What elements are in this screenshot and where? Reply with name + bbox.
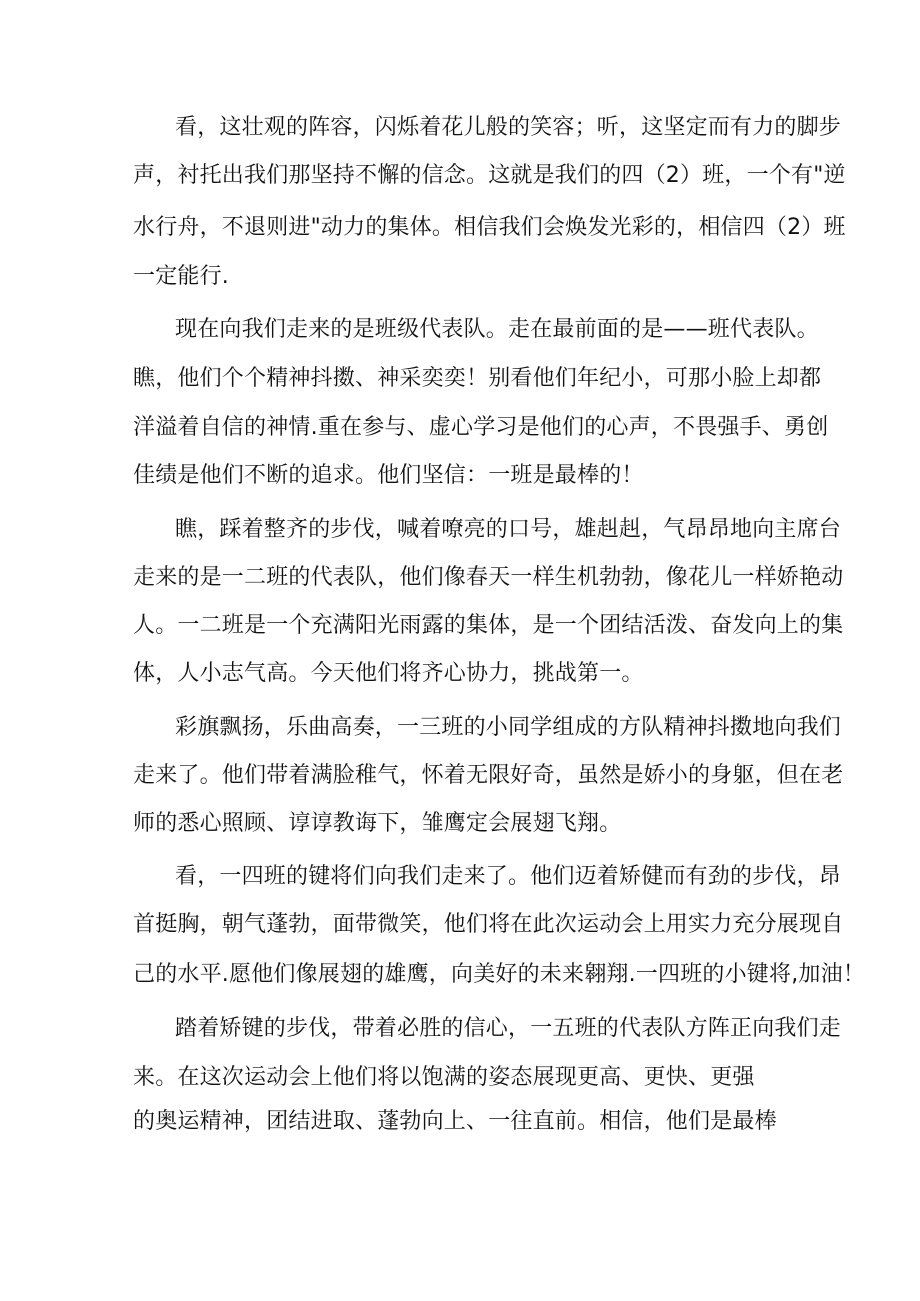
paragraph-line: 己的水平.愿他们像展翅的雄鹰，向美好的未来翱翔.一四班的小键将,加油！ <box>133 962 865 987</box>
paragraph-line: 洋溢着自信的神情.重在参与、虚心学习是他们的心声，不畏强手、勇创 <box>133 415 829 440</box>
paragraph-line: 瞧，踩着整齐的步伐，喊着嘹亮的口号，雄赳赳，气昂昂地向主席台 <box>175 517 842 542</box>
paragraph-line: 现在向我们走来的是班级代表队。走在最前面的是——班代表队。 <box>175 317 819 342</box>
paragraph-line: 走来的是一二班的代表队，他们像春天一样生机勃勃，像花儿一样娇艳动 <box>133 565 844 590</box>
paragraph-line: 人。一二班是一个充满阳光雨露的集体，是一个团结活泼、奋发向上的集 <box>133 613 844 638</box>
paragraph-line: 瞧，他们个个精神抖擞、神采奕奕！别看他们年纪小，可那小脸上却都 <box>133 366 822 391</box>
paragraph-line: 彩旗飘扬，乐曲高奏，一三班的小同学组成的方队精神抖擞地向我们 <box>175 715 842 740</box>
paragraph-line: 佳绩是他们不断的追求。他们坚信：一班是最棒的！ <box>133 463 644 488</box>
paragraph-line: 看，这壮观的阵容，闪烁着花儿般的笑容；听，这坚定而有力的脚步 <box>175 115 842 140</box>
paragraph-line: 的奥运精神，团结进取、蓬勃向上、一往直前。相信，他们是最棒 <box>133 1109 777 1134</box>
paragraph-line: 一定能行. <box>133 264 229 289</box>
paragraph-line: 水行舟，不退则进"动力的集体。相信我们会焕发光彩的，相信四（2）班 <box>133 215 846 240</box>
paragraph-line: 来。在这次运动会上他们将以饱满的姿态展现更高、更快、更强 <box>133 1065 755 1090</box>
paragraph-line: 首挺胸，朝气蓬勃，面带微笑，他们将在此次运动会上用实力充分展现自 <box>133 912 844 937</box>
paragraph-line: 体，人小志气高。今天他们将齐心协力，挑战第一。 <box>133 661 644 686</box>
paragraph-line: 声，衬托出我们那坚持不懈的信念。这就是我们的四（2）班，一个有"逆 <box>133 163 846 188</box>
paragraph-line: 走来了。他们带着满脸稚气，怀着无限好奇，虽然是娇小的身躯，但在老 <box>133 763 844 788</box>
paragraph-line: 看，一四班的键将们向我们走来了。他们迈着矫健而有劲的步伐，昂 <box>175 864 842 889</box>
paragraph-line: 踏着矫键的步伐，带着必胜的信心，一五班的代表队方阵正向我们走 <box>175 1016 842 1041</box>
paragraph-line: 师的悉心照顾、谆谆教诲下，雏鹰定会展翅飞翔。 <box>133 811 622 836</box>
